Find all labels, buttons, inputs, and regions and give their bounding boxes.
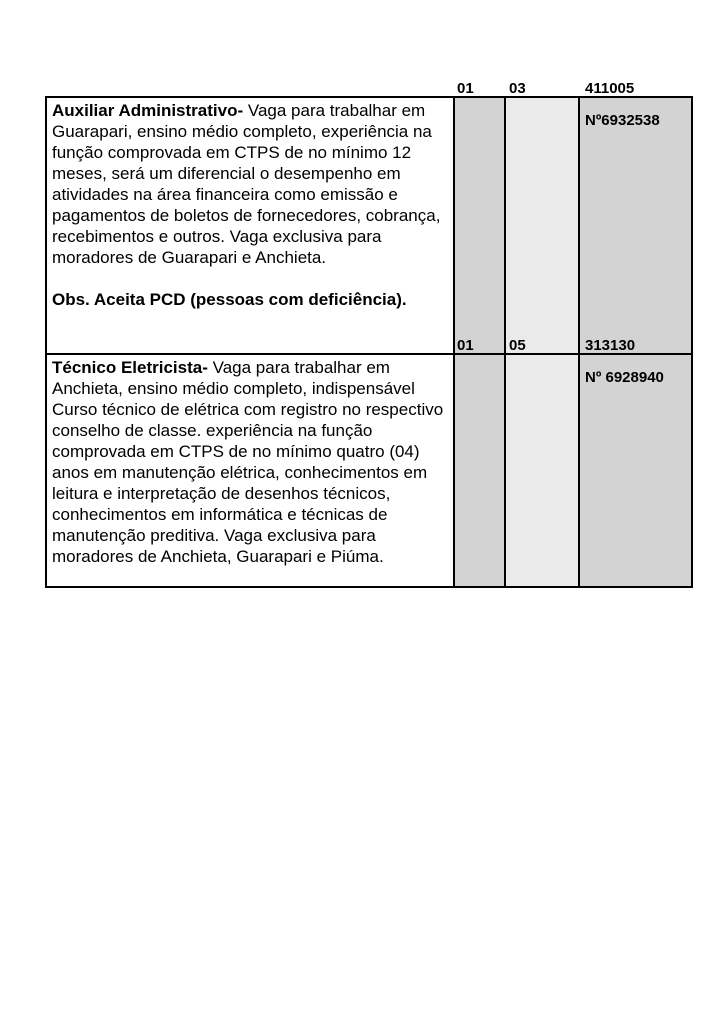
- code-cell: [579, 337, 692, 587]
- vacancies-cell: [454, 337, 505, 587]
- vacancies-value: 01: [457, 337, 474, 354]
- occupation-code: 411005: [585, 80, 635, 97]
- table-row: [46, 97, 692, 354]
- table-row: [46, 354, 692, 587]
- positions-cell: [505, 80, 579, 354]
- job-title: Técnico Eletricista-: [52, 358, 208, 377]
- job-description: [52, 357, 447, 567]
- job-description-cell: [46, 97, 454, 354]
- vacancies-value: 01: [457, 80, 474, 97]
- job-vacancies-table: [45, 80, 693, 588]
- job-title: Auxiliar Administrativo-: [52, 101, 244, 120]
- positions-value: 03: [509, 80, 526, 97]
- code-cell: [579, 80, 692, 354]
- job-description-text: Vaga para trabalhar em Guarapari, ensino médio completo, experiência na função comprovada em CTPS de no mínimo 12 meses, será um diferencial o desempenho em atividades na área financeira como emissão e pagamentos de boletos de fornecedores, cobrança, recebimentos e outros. Vaga exclusiva para moradores de Guarapari e Anchieta.: [52, 101, 441, 267]
- job-description-text: Vaga para trabalhar em Anchieta, ensino médio completo, indispensável Curso técnico de elétrica com registro no respectivo conselho de classe. experiência na função comprovada em CTPS de no mínimo quatro (04) anos em manutenção elétrica, conhecimentos em leitura e interpretação de desenhos técnicos, conhecimentos em informática e técnicas de manutenção preditiva. Vaga exclusiva para moradores de Anchieta, Guarapari e Piúma.: [52, 358, 444, 566]
- job-note: Obs. Aceita PCD (pessoas com deficiência).: [52, 290, 407, 309]
- job-description-cell: [46, 354, 454, 587]
- vacancy-number: Nº 6928940: [585, 369, 664, 386]
- positions-cell: [505, 337, 579, 587]
- occupation-code: 313130: [585, 337, 636, 354]
- job-description: [52, 100, 447, 268]
- vacancies-cell: [454, 80, 505, 354]
- positions-value: 05: [509, 337, 526, 354]
- vacancy-number: Nº6932538: [585, 112, 660, 129]
